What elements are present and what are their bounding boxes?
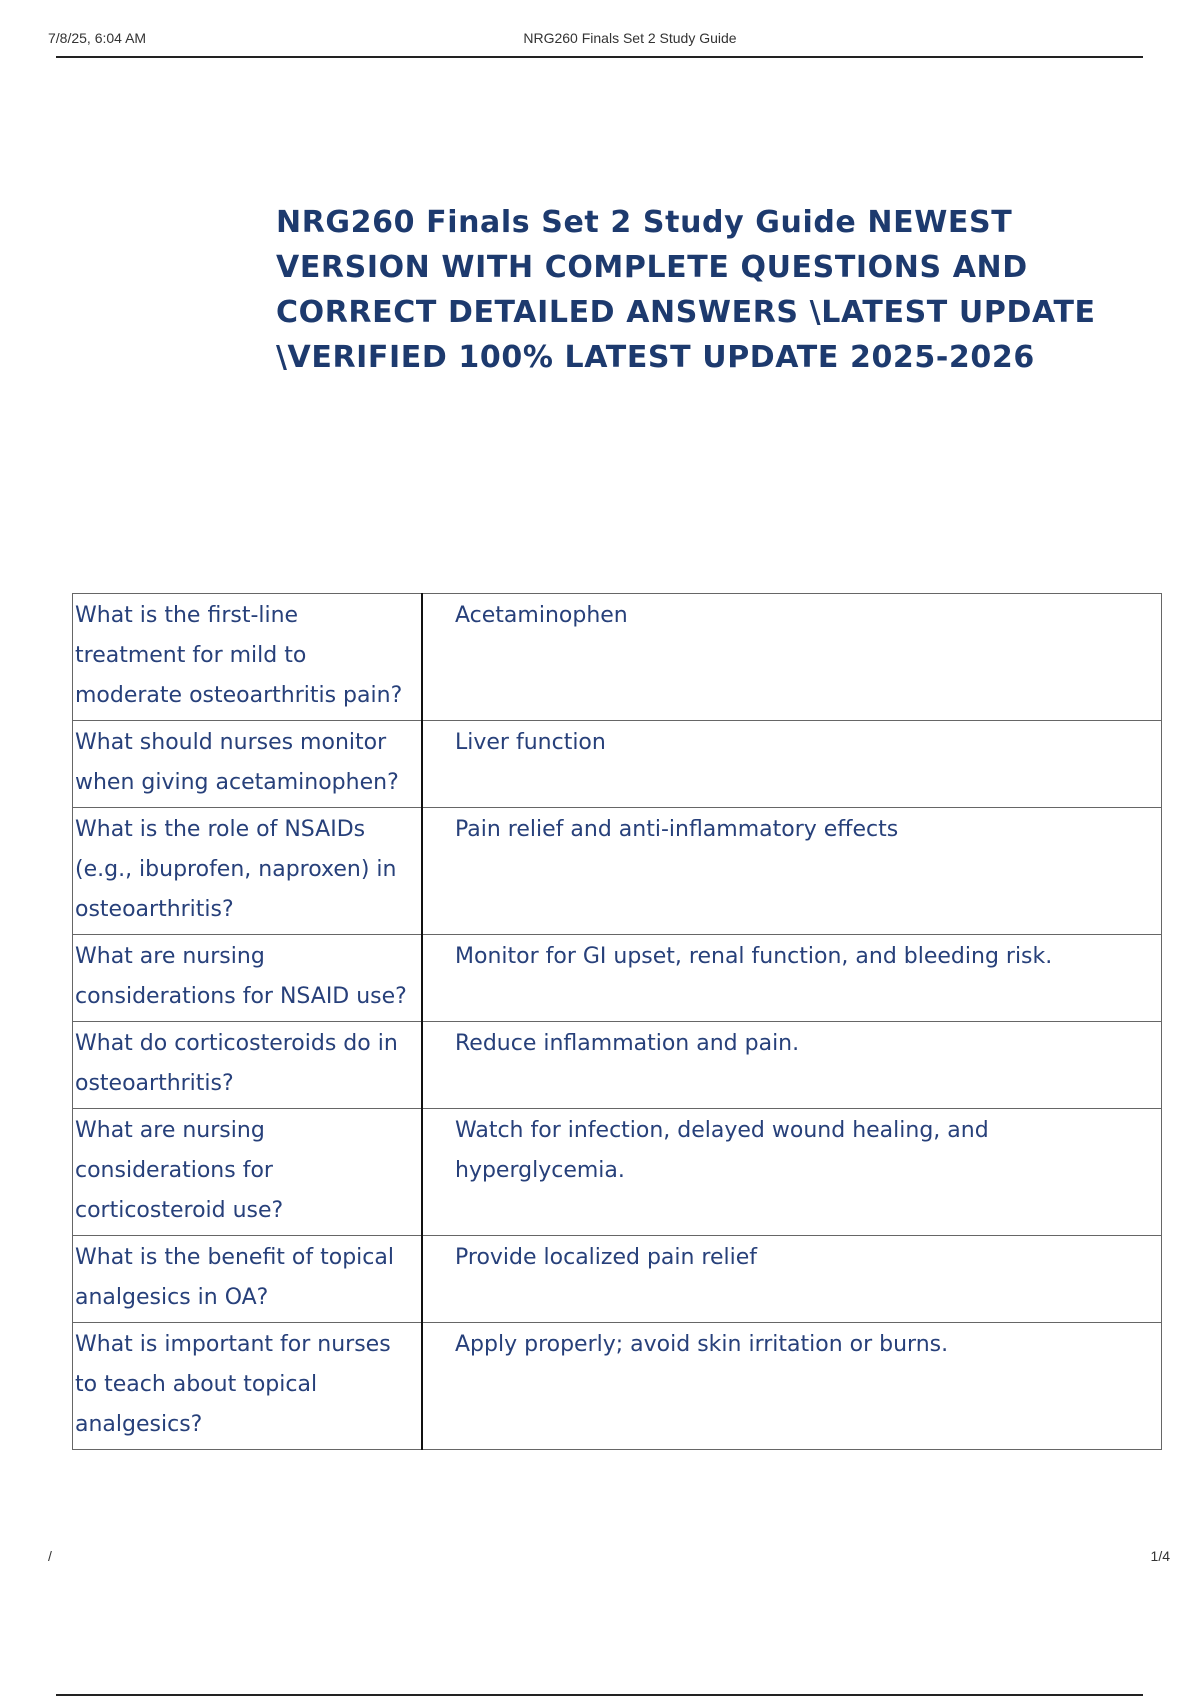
question-cell: What is the role of NSAIDs (e.g., ibuprofen, naproxen) in osteoarthritis?	[73, 808, 423, 935]
table-row	[73, 1022, 1162, 1109]
header-divider	[56, 56, 1143, 58]
question-cell: What is the first-line treatment for mild to moderate osteoarthritis pain?	[73, 594, 423, 721]
answer-cell: Watch for infection, delayed wound healing, and hyperglycemia.	[422, 1109, 1162, 1236]
answer-cell: Reduce inflammation and pain.	[422, 1022, 1162, 1109]
question-cell: What should nurses monitor when giving acetaminophen?	[73, 721, 423, 808]
footer-url: /	[48, 1548, 52, 1564]
question-cell: What do corticosteroids do in osteoarthritis?	[73, 1022, 423, 1109]
table-row	[73, 594, 1162, 721]
table-row	[73, 808, 1162, 935]
qa-table	[72, 593, 1162, 1450]
question-cell: What are nursing considerations for corticosteroid use?	[73, 1109, 423, 1236]
answer-cell: Monitor for GI upset, renal function, and bleeding risk.	[422, 935, 1162, 1022]
page-number: 1/4	[1150, 1548, 1170, 1564]
question-cell: What is important for nurses to teach about topical analgesics?	[73, 1323, 423, 1450]
table-row	[73, 1236, 1162, 1323]
question-cell: What are nursing considerations for NSAID use?	[73, 935, 423, 1022]
footer-divider	[56, 1694, 1143, 1696]
question-cell: What is the benefit of topical analgesics in OA?	[73, 1236, 423, 1323]
print-datetime: 7/8/25, 6:04 AM	[48, 30, 147, 46]
answer-cell: Liver function	[422, 721, 1162, 808]
table-row	[73, 721, 1162, 808]
answer-cell: Pain relief and anti-inflammatory effects	[422, 808, 1162, 935]
answer-cell: Provide localized pain relief	[422, 1236, 1162, 1323]
answer-cell: Acetaminophen	[422, 594, 1162, 721]
print-header-title: NRG260 Finals Set 2 Study Guide	[523, 30, 737, 46]
table-row	[73, 1109, 1162, 1236]
table-row	[73, 935, 1162, 1022]
answer-cell: Apply properly; avoid skin irritation or burns.	[422, 1323, 1162, 1450]
table-row	[73, 1323, 1162, 1450]
document-title: NRG260 Finals Set 2 Study Guide NEWEST VERSION WITH COMPLETE QUESTIONS AND CORRECT DETAILED ANSWERS \LATEST UPDATE \VERIFIED 100% LATEST UPDATE 2025-2026	[276, 205, 1096, 375]
